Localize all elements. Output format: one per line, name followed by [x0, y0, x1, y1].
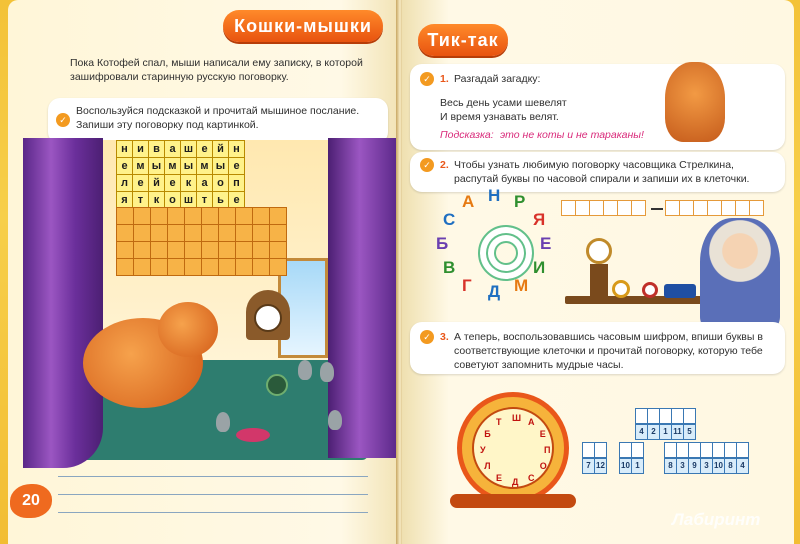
task3-number: 3. — [440, 331, 449, 343]
maze-cell — [253, 225, 269, 241]
spiral-letter: Г — [462, 275, 472, 295]
grid-letter-cell: т — [133, 192, 148, 208]
grandfather-clock-illustration — [590, 264, 608, 296]
wall-clock-illustration — [586, 238, 612, 264]
maze-cell — [219, 259, 235, 275]
maze-cell — [134, 225, 150, 241]
grid-letter-cell: м — [133, 158, 148, 174]
answer-box[interactable] — [617, 200, 632, 216]
cipher-number-cell: 3 — [676, 458, 689, 474]
answer-box[interactable] — [665, 200, 680, 216]
answer-box[interactable] — [679, 200, 694, 216]
cipher-answer-cell[interactable] — [736, 442, 749, 458]
cipher-answer-cell[interactable] — [631, 442, 644, 458]
grid-letter-cell: ы — [149, 158, 164, 174]
answer-box[interactable] — [721, 200, 736, 216]
maze-cell — [270, 208, 286, 224]
grid-letter-cell: м — [165, 158, 180, 174]
clock-letter: Ш — [512, 413, 522, 423]
cipher-number-row2b — [620, 458, 644, 474]
grid-letter-cell: ы — [181, 158, 196, 174]
maze-cell — [253, 208, 269, 224]
answer-box[interactable] — [735, 200, 750, 216]
grid-letter-cell: е — [229, 192, 244, 208]
left-task-text: Воспользуйся подсказкой и прочитай мышиное послание. Запиши эту поговорку под картинкой. — [76, 105, 360, 131]
cipher-number-row1 — [636, 424, 696, 440]
maze-cell — [185, 242, 201, 258]
hint-text: это не коты и не тараканы! — [500, 129, 644, 141]
cipher-number-cell: 12 — [594, 458, 607, 474]
cipher-answer-boxes-row2b — [620, 442, 644, 458]
left-page-title: Кошки-мышки — [223, 10, 383, 42]
task1-number: 1. — [440, 73, 449, 85]
answer-box[interactable] — [589, 200, 604, 216]
clock-face — [472, 407, 554, 489]
maze-cell — [117, 208, 133, 224]
spiral-letter: Я — [533, 210, 546, 229]
cipher-number-cell: 1 — [659, 424, 672, 440]
maze-cell — [202, 225, 218, 241]
mouse-illustration — [298, 360, 312, 380]
maze-cell — [219, 242, 235, 258]
grid-letter-cell: к — [149, 192, 164, 208]
hint-label: Подсказка: — [440, 129, 494, 141]
mouse-illustration — [216, 412, 230, 432]
cipher-number-cell: 4 — [736, 458, 749, 474]
maze-cell — [134, 208, 150, 224]
maze-cell — [117, 259, 133, 275]
grid-letter-cell: м — [197, 158, 212, 174]
grid-letter-cell: в — [149, 141, 164, 157]
cipher-answer-boxes-row2c — [665, 442, 749, 458]
task-marker-icon: ✓ — [420, 158, 434, 172]
clock-base-illustration — [450, 494, 576, 508]
maze-cell — [185, 259, 201, 275]
cipher-answer-cell[interactable] — [683, 408, 696, 424]
cipher-answer-boxes-row2a — [583, 442, 607, 458]
grid-letter-cell: я — [117, 192, 132, 208]
cipher-number-cell: 1 — [631, 458, 644, 474]
grid-letter-cell: а — [165, 141, 180, 157]
task2-text: Чтобы узнать любимую поговорку часовщика Стрелкина, распутай буквы по часовой спирали и запиши их в клеточки. — [454, 159, 750, 185]
cipher-number-cell: 3 — [700, 458, 713, 474]
clock-letter: У — [480, 445, 486, 455]
hint-maze — [116, 207, 287, 276]
maze-cell — [270, 242, 286, 258]
cipher-number-row2a — [583, 458, 607, 474]
grid-letter-cell: е — [197, 141, 212, 157]
cipher-letter-grid — [116, 140, 245, 209]
mouse-illustration — [328, 410, 342, 430]
spiral-letter: С — [442, 210, 456, 229]
spiral-letter: Р — [514, 192, 526, 212]
spiral-letter: Д — [488, 282, 501, 301]
cipher-number-cell: 9 — [688, 458, 701, 474]
grid-letter-cell: ы — [213, 158, 228, 174]
answer-line — [58, 512, 368, 513]
cipher-number-cell: 11 — [671, 424, 684, 440]
digital-clock-illustration — [664, 284, 696, 298]
cipher-number-cell: 2 — [647, 424, 660, 440]
alarm-clock-illustration — [612, 280, 630, 298]
task-marker-icon: ✓ — [56, 113, 70, 127]
cat-with-cup-illustration — [665, 62, 725, 142]
grid-letter-cell: е — [117, 158, 132, 174]
grid-letter-cell: ь — [213, 192, 228, 208]
answer-box[interactable] — [575, 200, 590, 216]
clock-letter: Е — [496, 472, 503, 483]
cipher-number-cell: 10 — [712, 458, 725, 474]
left-page — [8, 0, 400, 544]
cipher-number-cell: 10 — [619, 458, 632, 474]
right-curtain-illustration — [328, 138, 398, 458]
maze-cell — [236, 208, 252, 224]
answer-box[interactable] — [749, 200, 764, 216]
grid-letter-cell: п — [229, 175, 244, 191]
grid-letter-cell: о — [213, 175, 228, 191]
alarm-clock-illustration — [642, 282, 658, 298]
maze-cell — [202, 242, 218, 258]
cipher-answer-cell[interactable] — [594, 442, 607, 458]
grid-letter-cell: н — [229, 141, 244, 157]
maze-cell — [253, 259, 269, 275]
yarn-ball-illustration — [266, 374, 288, 396]
task-marker-icon: ✓ — [420, 72, 434, 86]
spiral-letter: М — [514, 275, 529, 295]
grid-letter-cell: е — [229, 158, 244, 174]
answer-boxes-part2 — [666, 200, 764, 216]
maze-cell — [151, 259, 167, 275]
clockmaker-illustration — [700, 218, 780, 328]
spiral-letter: И — [533, 258, 546, 277]
food-bowl-illustration — [236, 428, 270, 442]
maze-cell — [219, 225, 235, 241]
cuckoo-clock-illustration — [246, 290, 290, 340]
spiral-letter: А — [462, 192, 475, 212]
right-page-title: Тик-так — [418, 24, 508, 56]
answer-line — [58, 476, 368, 477]
grid-letter-cell: к — [181, 175, 196, 191]
maze-cell — [117, 225, 133, 241]
cipher-number-cell: 8 — [664, 458, 677, 474]
maze-cell — [236, 225, 252, 241]
answer-boxes-part1 — [562, 200, 646, 216]
maze-cell — [151, 208, 167, 224]
riddle-line-2: И время узнавать велят. — [440, 111, 559, 123]
grid-letter-cell: ш — [181, 192, 196, 208]
maze-cell — [202, 259, 218, 275]
spiral-letter: В — [442, 258, 456, 277]
task3-panel — [410, 322, 785, 374]
cipher-number-cell: 8 — [724, 458, 737, 474]
grid-letter-cell: й — [213, 141, 228, 157]
cipher-answer-boxes-row1 — [636, 408, 696, 424]
maze-cell — [236, 242, 252, 258]
grid-letter-cell: л — [117, 175, 132, 191]
grid-letter-cell: н — [117, 141, 132, 157]
maze-cell — [151, 225, 167, 241]
grid-letter-cell: е — [133, 175, 148, 191]
cipher-number-cell: 4 — [635, 424, 648, 440]
left-intro-text: Пока Котофей спал, мыши написали ему записку, в которой зашифровали старинную русскую поговорку. — [70, 57, 363, 83]
dash-separator — [651, 208, 663, 210]
answer-box[interactable] — [707, 200, 722, 216]
maze-cell — [270, 259, 286, 275]
maze-cell — [117, 242, 133, 258]
maze-cell — [185, 225, 201, 241]
grid-letter-cell: ш — [181, 141, 196, 157]
task2-number: 2. — [440, 159, 449, 171]
maze-cell — [185, 208, 201, 224]
spiral-letter: Б — [436, 234, 449, 253]
grid-letter-cell: е — [165, 175, 180, 191]
maze-cell — [168, 242, 184, 258]
cipher-number-cell: 5 — [683, 424, 696, 440]
clock-letter: П — [544, 445, 551, 455]
clock-letter: Е — [539, 429, 546, 439]
answer-box[interactable] — [631, 200, 646, 216]
task1-panel — [410, 64, 785, 150]
maze-cell — [219, 208, 235, 224]
spiral-letters — [436, 186, 560, 306]
cat-head-illustration — [158, 302, 218, 357]
task1-prompt: Разгадай загадку: — [454, 73, 541, 85]
task3-text: А теперь, воспользовавшись часовым шифром, впиши буквы в соответствующие клеточки и прочитай поговорку, которую тебе советуют запомнить мудрые часы. — [454, 331, 763, 371]
maze-cell — [151, 242, 167, 258]
spiral-letter: Е — [540, 234, 552, 253]
mouse-illustration — [320, 362, 334, 382]
maze-cell — [168, 208, 184, 224]
clock-letter: С — [528, 472, 535, 483]
grid-letter-cell: и — [133, 141, 148, 157]
cipher-number-cell: 7 — [582, 458, 595, 474]
clock-letter: О — [539, 461, 547, 471]
cipher-clock-illustration — [457, 392, 569, 504]
maze-cell — [253, 242, 269, 258]
riddle-line-1: Весь день усами шевелят — [440, 97, 567, 109]
answer-box[interactable] — [693, 200, 708, 216]
task-marker-icon: ✓ — [420, 330, 434, 344]
answer-box[interactable] — [603, 200, 618, 216]
clock-letter: А — [528, 417, 535, 428]
clock-letter: Л — [484, 461, 491, 471]
grid-letter-cell: а — [197, 175, 212, 191]
maze-cell — [168, 259, 184, 275]
left-curtain-illustration — [23, 138, 103, 468]
publisher-watermark: Лабиринт — [672, 510, 761, 529]
maze-cell — [236, 259, 252, 275]
maze-cell — [134, 242, 150, 258]
grid-letter-cell: т — [197, 192, 212, 208]
maze-cell — [202, 208, 218, 224]
spiral-letter: Н — [488, 186, 501, 205]
clock-letter: Б — [484, 429, 491, 439]
answer-box[interactable] — [561, 200, 576, 216]
answer-line — [58, 494, 368, 495]
maze-cell — [168, 225, 184, 241]
grid-letter-cell: о — [165, 192, 180, 208]
task2-panel — [410, 152, 785, 192]
maze-cell — [134, 259, 150, 275]
maze-cell — [270, 225, 286, 241]
page-number: 20 — [10, 484, 52, 518]
clock-letter: Д — [512, 477, 519, 487]
clock-letter: Т — [496, 417, 502, 428]
grid-letter-cell: й — [149, 175, 164, 191]
cipher-number-row2c — [665, 458, 749, 474]
